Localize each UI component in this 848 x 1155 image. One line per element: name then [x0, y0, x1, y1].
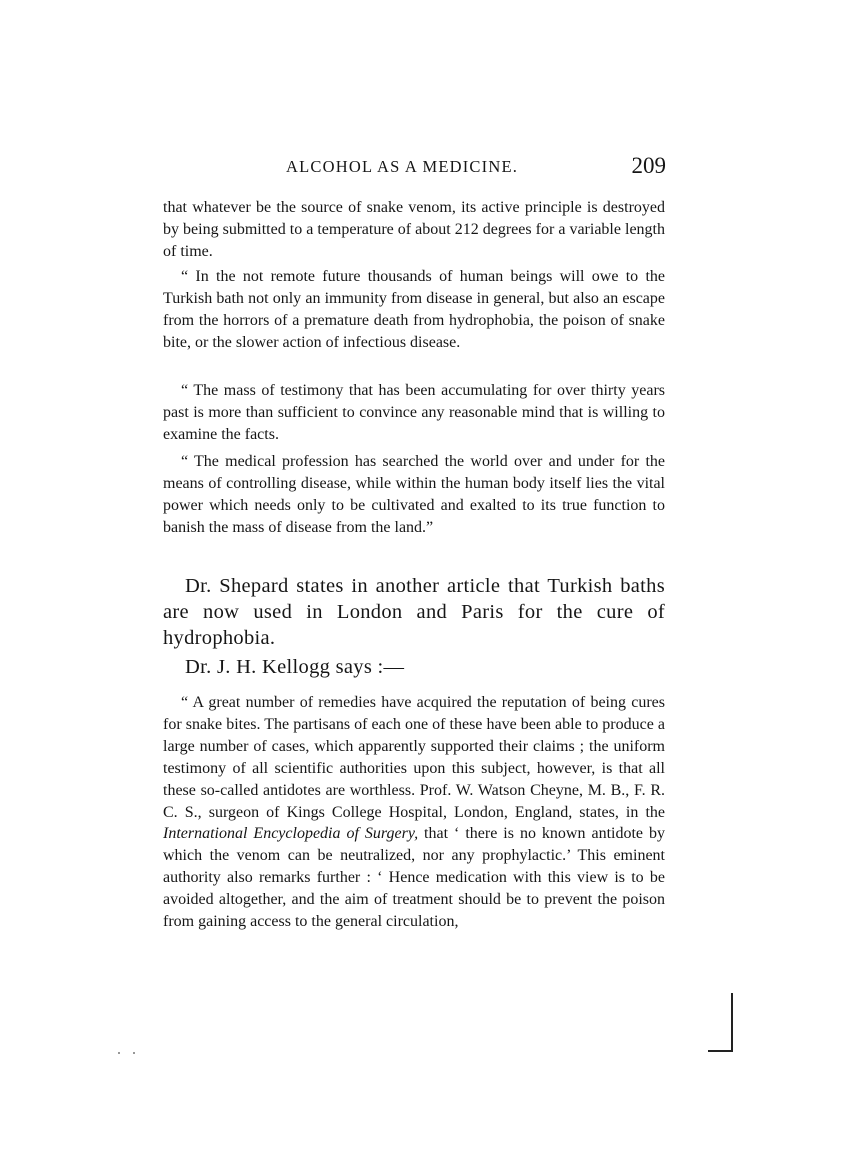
paragraph-kellogg-intro: Dr. J. H. Kellogg says :— — [185, 656, 405, 678]
paragraph-continuation: that whatever be the source of snake venom, its active principle is destroyed by being submitted to a temperature of about 212 degrees for a variable length of time. — [163, 199, 665, 260]
paragraph-quote-medical-profession: “ The medical profession has searched the world over and under for the means of controlling disease, while within the human body itself lies the vital power which needs only to be cultivated and exalted to its true function to banish the mass of disease from the land.” — [163, 453, 665, 536]
running-head — [163, 155, 668, 185]
crop-mark-vertical — [731, 993, 733, 1051]
kellogg-quote-text-start: “ A great number of remedies have acquired the reputation of being cures for snake bites. The partisans of each one of these have been able to produce a large number of cases, which apparently supported their claims ; the uniform testimony of all scientific authorities upon this subject, however, is that all these so-called antidotes are worthless. Prof. W. Watson Cheyne, M. B., F. R. C. S., surgeon of Kings College Hospital, London, England, states, in the — [163, 694, 665, 821]
scan-speck — [118, 1052, 120, 1054]
crop-mark-horizontal — [708, 1050, 733, 1052]
paragraph-kellogg-quote — [163, 692, 665, 933]
running-title: ALCOHOL AS A MEDICINE. — [286, 157, 519, 176]
paragraph-quote-testimony: “ The mass of testimony that has been accumulating for over thirty years past is more than sufficient to convince any reasonable mind that is willing to examine the facts. — [163, 382, 665, 443]
kellogg-quote-text-end: that ‘ there is no known antidote by which the venom can be neutralized, nor any prophylactic.’ This eminent authority also remarks further : ‘ Hence medication with this view is to be avoided altogether, and the aim of treatment should be to prevent the poison from gaining access to the general circulation, — [163, 825, 665, 931]
paragraph-shepard: Dr. Shepard states in another article that Turkish baths are now used in London and Paris for the cure of hydrophobia. — [163, 575, 665, 649]
paragraph-quote-turkish-bath: “ In the not remote future thousands of human beings will owe to the Turkish bath not only an immunity from disease in general, but also an escape from the horrors of a premature death from hydrophobia, the poison of snake bite, or the slower action of infectious disease. — [163, 268, 665, 351]
encyclopedia-title: International Encyclopedia of Surgery, — [163, 825, 419, 843]
page-number: 209 — [631, 153, 666, 178]
scan-speck — [133, 1052, 135, 1054]
